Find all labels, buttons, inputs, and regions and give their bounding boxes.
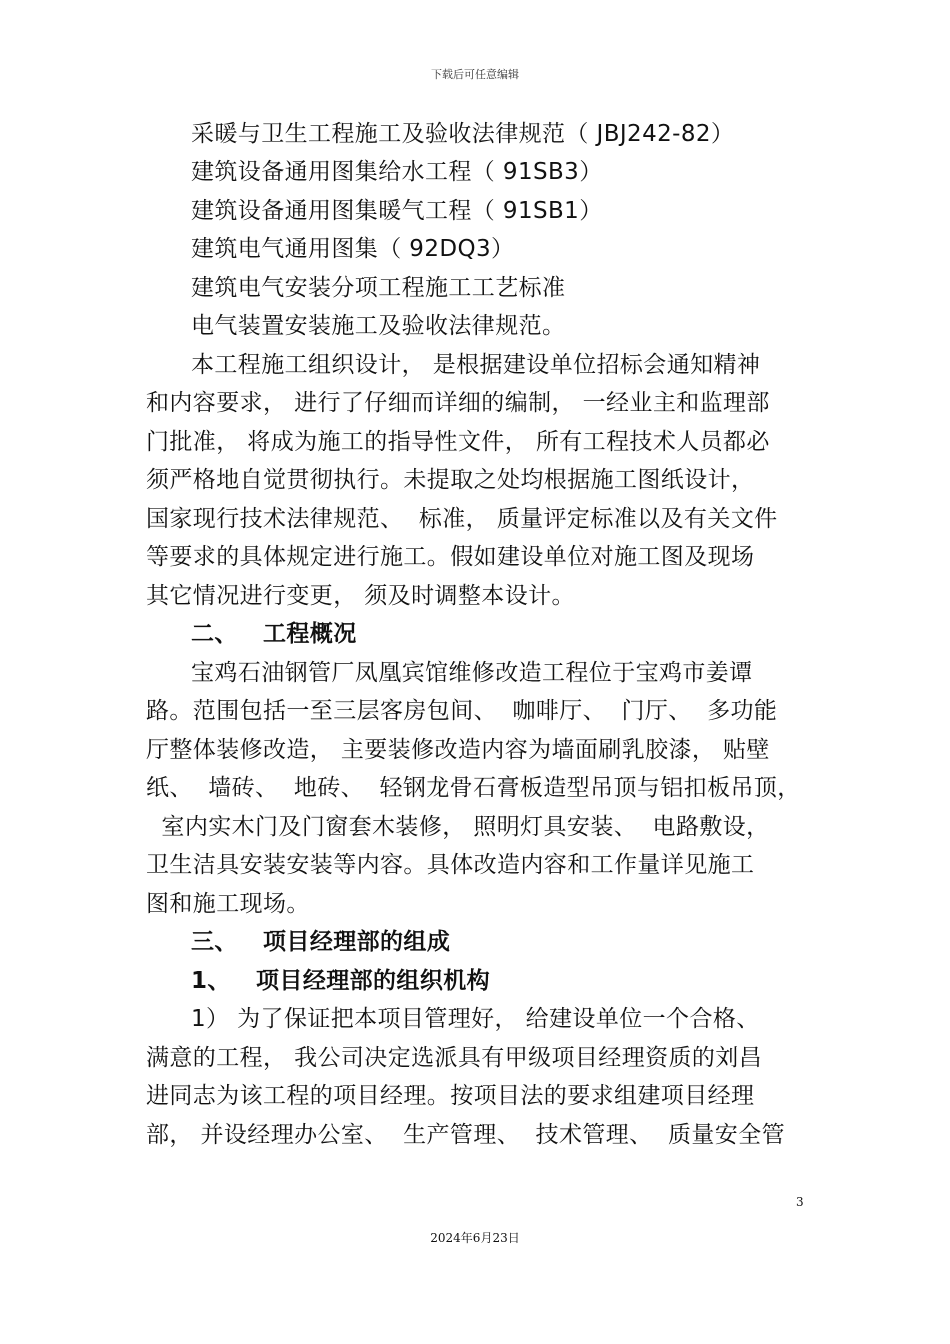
text-line: 路。范围包括一至三层客房包间、 咖啡厅、 门厅、 多功能 (146, 698, 778, 724)
text-line: 建筑电气通用图集（ 92DQ3） (191, 236, 515, 262)
section-heading: 三、 项目经理部的组成 (191, 929, 451, 955)
text-line: 室内实木门及门窗套木装修， 照明灯具安装、 电路敷设， (146, 814, 770, 840)
text-line: 电气装置安装施工及验收法律规范。 (191, 313, 566, 339)
page-number: 3 (796, 1195, 804, 1209)
page-header: 下载后可任意编辑 (431, 68, 519, 81)
text-line: 宝鸡石油钢管厂凤凰宾馆维修改造工程位于宝鸡市姜谭 (191, 660, 753, 686)
text-line: 建筑设备通用图集给水工程（ 91SB3） (191, 159, 603, 185)
text-line: 进同志为该工程的项目经理。按项目法的要求组建项目经理 (146, 1083, 755, 1109)
text-line: 本工程施工组织设计， 是根据建设单位招标会通知精神 (191, 352, 761, 378)
text-line: 门批准， 将成为施工的指导性文件， 所有工程技术人员都必 (146, 429, 770, 455)
text-line: 厅整体装修改造， 主要装修改造内容为墙面刷乳胶漆， 贴壁 (146, 737, 770, 763)
text-line: 纸、 墙砖、 地砖、 轻钢龙骨石膏板造型吊顶与铝扣板吊顶， (146, 775, 801, 801)
text-line: 建筑电气安装分项工程施工工艺标准 (191, 275, 566, 301)
text-line: 建筑设备通用图集暖气工程（ 91SB1） (191, 198, 603, 224)
text-line: 卫生洁具安装安装等内容。具体改造内容和工作量详见施工 (146, 852, 755, 878)
text-line: 采暖与卫生工程施工及验收法律规范（ JBJ242-82） (191, 121, 735, 147)
text-line: 国家现行技术法律规范、 标准， 质量评定标准以及有关文件 (146, 506, 778, 532)
text-line: 部， 并设经理办公室、 生产管理、 技术管理、 质量安全管 (146, 1122, 785, 1148)
text-line: 等要求的具体规定进行施工。假如建设单位对施工图及现场 (146, 544, 755, 570)
text-line: 1） 为了保证把本项目管理好， 给建设单位一个合格、 (191, 1006, 760, 1032)
text-line: 和内容要求， 进行了仔细而详细的编制， 一经业主和监理部 (146, 390, 770, 416)
text-line: 须严格地自觉贯彻执行。未提取之处均根据施工图纸设计， (146, 467, 755, 493)
subsection-heading: 1、 项目经理部的组织机构 (191, 968, 491, 994)
text-line: 满意的工程， 我公司决定选派具有甲级项目经理资质的刘昌 (146, 1045, 763, 1071)
text-line: 图和施工现场。 (146, 891, 310, 917)
footer-date: 2024年6月23日 (430, 1231, 520, 1245)
section-heading: 二、 工程概况 (191, 621, 357, 647)
text-line: 其它情况进行变更， 须及时调整本设计。 (146, 583, 575, 609)
